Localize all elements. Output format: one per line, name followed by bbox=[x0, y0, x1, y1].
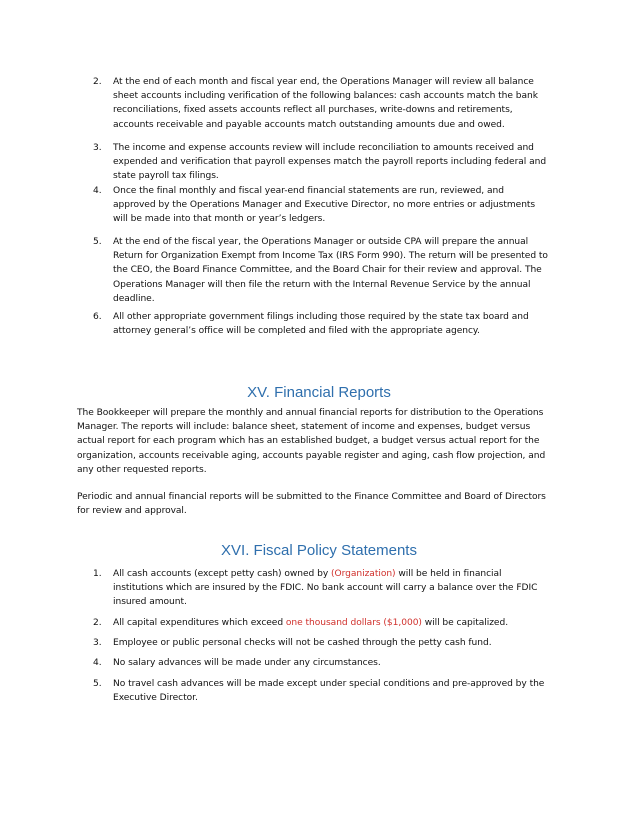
list-number: 2. bbox=[93, 77, 102, 87]
highlight-text: (Organization) bbox=[331, 569, 396, 579]
list-text: The income and expense accounts review will include reconciliation to amounts received and expended and verification that payroll expenses match the payroll reports including federal and state payroll tax filings. bbox=[113, 143, 547, 182]
list-number: 4. bbox=[93, 186, 102, 196]
list-text: Employee or public personal checks will not be cashed through the petty cash fund. bbox=[113, 638, 492, 648]
text-run: All capital expenditures which exceed bbox=[113, 618, 286, 628]
list-text: Once the final monthly and fiscal year-end financial statements are run, reviewed, and approved by the Operations Manager and Executive Director, no more entries or adjustments will be made into that month or year’s ledgers. bbox=[113, 186, 536, 225]
paragraph: The Bookkeeper will prepare the monthly and annual financial reports for distribution to the Operations Manager. The reports will include: balance sheet, statement of income and expenses, budget versus actual report for each program which has an established budget, a budget versus actual report for the organization, accounts receivable aging, accounts payable register and aging, cash flow projection, and any other requested reports. bbox=[77, 408, 546, 475]
list-number: 4. bbox=[93, 658, 102, 668]
list-text: No salary advances will be made under any circumstances. bbox=[113, 658, 381, 668]
section-heading: XV. Financial Reports bbox=[247, 384, 391, 401]
section-heading: XVI. Fiscal Policy Statements bbox=[221, 542, 417, 559]
list-text: No travel cash advances will be made except under special conditions and pre-approved by the Executive Director. bbox=[113, 679, 545, 704]
text-run: will be held in financial institutions which are insured by the FDIC. No bank account will carry a balance over the FDIC insured amount. bbox=[113, 569, 538, 608]
list-text: At the end of the fiscal year, the Operations Manager or outside CPA will prepare the annual Return for Organization Exempt from Income Tax (IRS Form 990). The return will be presented to the CEO, the Board Finance Committee, and the Board Chair for their review and approval. The Operations Manager will then file the return with the Internal Revenue Service by the annual deadline. bbox=[113, 237, 548, 304]
text-run: All cash accounts (except petty cash) owned by bbox=[113, 569, 332, 579]
list-number: 3. bbox=[93, 638, 102, 648]
list-text bbox=[113, 567, 548, 610]
list-text: All other appropriate government filings including those required by the state tax board and attorney general’s office will be completed and filed with the appropriate agency. bbox=[113, 312, 529, 337]
list-number: 2. bbox=[93, 618, 102, 628]
highlight-text: one thousand dollars ($1,000) bbox=[285, 618, 422, 628]
list-text: At the end of each month and fiscal year end, the Operations Manager will review all balance sheet accounts including verification of the following balances: cash accounts match the bank reconciliations, fixed assets accounts reflect all purchases, write-downs and retirements, accounts receivable and payable accounts match outstanding amounts due and owed. bbox=[113, 77, 538, 130]
list-number: 6. bbox=[93, 312, 102, 322]
text-run: will be capitalized. bbox=[421, 618, 509, 628]
paragraph: Periodic and annual financial reports will be submitted to the Finance Committee and Board of Directors for review and approval. bbox=[77, 492, 546, 517]
list-number: 1. bbox=[93, 569, 102, 579]
list-number: 5. bbox=[93, 237, 102, 247]
list-text bbox=[113, 616, 548, 630]
list-number: 3. bbox=[93, 143, 102, 153]
list-number: 5. bbox=[93, 679, 102, 689]
